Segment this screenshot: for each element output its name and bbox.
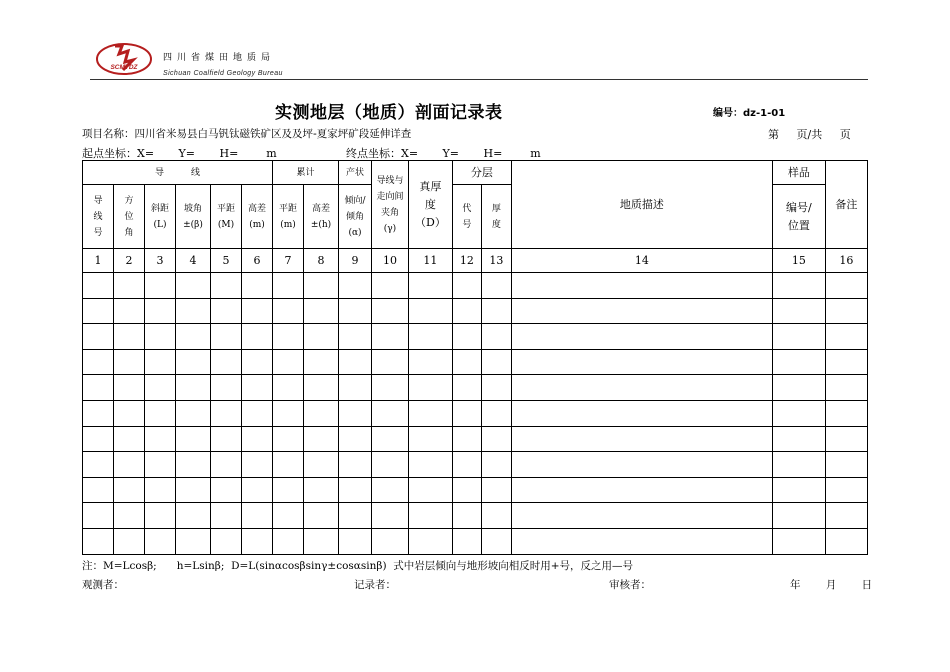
table-cell[interactable] <box>273 298 304 324</box>
date-label: 年 月 日 <box>790 579 873 591</box>
table-row <box>83 375 868 401</box>
header-traverse: 导 线 <box>83 161 273 185</box>
column-number: 8 <box>304 249 339 273</box>
table-cell[interactable] <box>511 503 772 529</box>
subheader-cum-height-difference: 高差±(h) <box>304 185 339 249</box>
table-cell[interactable] <box>409 400 453 426</box>
table-cell[interactable] <box>114 452 145 478</box>
subheader-horizontal-distance: 平距(M) <box>211 185 242 249</box>
table-cell[interactable] <box>176 324 211 350</box>
project-name: 项目名称：四川省米易县白马钒钛磁铁矿区及及坪-夏家坪矿段延伸详查 <box>82 128 412 140</box>
table-cell[interactable] <box>304 452 339 478</box>
column-number: 9 <box>339 249 372 273</box>
table-cell[interactable] <box>372 477 409 503</box>
subheader-sample-position: 编号/位置 <box>772 185 825 249</box>
table-cell[interactable] <box>481 349 511 375</box>
table-cell[interactable] <box>83 477 114 503</box>
table-cell[interactable] <box>83 452 114 478</box>
table-cell[interactable] <box>242 349 273 375</box>
table-cell[interactable] <box>772 273 825 299</box>
table-cell[interactable] <box>339 528 372 554</box>
table-cell[interactable] <box>409 324 453 350</box>
table-cell[interactable] <box>481 503 511 529</box>
table-row <box>83 298 868 324</box>
table-cell[interactable] <box>409 426 453 452</box>
table-cell[interactable] <box>304 528 339 554</box>
table-cell[interactable] <box>511 349 772 375</box>
table-cell[interactable] <box>339 349 372 375</box>
table-cell[interactable] <box>372 298 409 324</box>
table-cell[interactable] <box>304 375 339 401</box>
table-cell[interactable] <box>372 528 409 554</box>
table-cell[interactable] <box>242 503 273 529</box>
table-cell[interactable] <box>481 528 511 554</box>
table-cell[interactable] <box>242 273 273 299</box>
table-cell[interactable] <box>211 452 242 478</box>
table-cell[interactable] <box>825 324 867 350</box>
table-cell[interactable] <box>511 324 772 350</box>
table-cell[interactable] <box>452 400 481 426</box>
table-cell[interactable] <box>273 273 304 299</box>
table-cell[interactable] <box>211 349 242 375</box>
column-number: 10 <box>372 249 409 273</box>
table-cell[interactable] <box>339 426 372 452</box>
reviewer-label: 审核者： <box>609 579 651 591</box>
table-cell[interactable] <box>409 503 453 529</box>
table-cell[interactable] <box>452 452 481 478</box>
table-cell[interactable] <box>176 298 211 324</box>
table-cell[interactable] <box>372 426 409 452</box>
column-number: 3 <box>145 249 176 273</box>
table-cell[interactable] <box>273 375 304 401</box>
table-cell[interactable] <box>114 400 145 426</box>
table-cell[interactable] <box>211 324 242 350</box>
table-cell[interactable] <box>83 324 114 350</box>
table-cell[interactable] <box>83 273 114 299</box>
table-cell[interactable] <box>211 528 242 554</box>
table-cell[interactable] <box>145 324 176 350</box>
table-cell[interactable] <box>452 375 481 401</box>
table-cell[interactable] <box>825 375 867 401</box>
subheader-layer-code: 代号 <box>452 185 481 249</box>
table-cell[interactable] <box>511 273 772 299</box>
table-cell[interactable] <box>304 400 339 426</box>
table-cell[interactable] <box>211 426 242 452</box>
table-cell[interactable] <box>339 375 372 401</box>
table-cell[interactable] <box>372 503 409 529</box>
table-cell[interactable] <box>114 349 145 375</box>
table-cell[interactable] <box>409 452 453 478</box>
table-cell[interactable] <box>304 349 339 375</box>
header-sample: 样品 <box>772 161 825 185</box>
table-cell[interactable] <box>825 273 867 299</box>
table-cell[interactable] <box>304 426 339 452</box>
column-number: 1 <box>83 249 114 273</box>
table-cell[interactable] <box>409 375 453 401</box>
table-cell[interactable] <box>242 375 273 401</box>
table-cell[interactable] <box>145 375 176 401</box>
org-name-en: Sichuan Coalfield Geology Bureau <box>163 70 283 77</box>
table-cell[interactable] <box>372 324 409 350</box>
table-cell[interactable] <box>304 324 339 350</box>
table-cell[interactable] <box>511 528 772 554</box>
subheader-height-difference: 高差(m) <box>242 185 273 249</box>
table-cell[interactable] <box>114 503 145 529</box>
observer-label: 观测者： <box>82 579 124 591</box>
table-cell[interactable] <box>242 324 273 350</box>
table-cell[interactable] <box>452 349 481 375</box>
table-cell[interactable] <box>452 298 481 324</box>
header-remark: 备注 <box>825 161 867 249</box>
table-cell[interactable] <box>304 503 339 529</box>
table-cell[interactable] <box>114 298 145 324</box>
table-row <box>83 426 868 452</box>
table-cell[interactable] <box>481 298 511 324</box>
table-cell[interactable] <box>481 452 511 478</box>
table-cell[interactable] <box>145 426 176 452</box>
table-cell[interactable] <box>339 503 372 529</box>
column-number: 12 <box>452 249 481 273</box>
table-cell[interactable] <box>114 375 145 401</box>
table-row <box>83 349 868 375</box>
bureau-logo <box>95 42 153 76</box>
table-row <box>83 477 868 503</box>
table-cell[interactable] <box>825 426 867 452</box>
table-cell[interactable] <box>511 426 772 452</box>
svg-text:SCMTDZ: SCMTDZ <box>110 64 138 71</box>
table-cell[interactable] <box>211 477 242 503</box>
table-cell[interactable] <box>452 503 481 529</box>
table-cell[interactable] <box>176 528 211 554</box>
table-cell[interactable] <box>176 452 211 478</box>
table-cell[interactable] <box>409 298 453 324</box>
table-cell[interactable] <box>145 298 176 324</box>
table-cell[interactable] <box>452 477 481 503</box>
table-cell[interactable] <box>242 452 273 478</box>
table-cell[interactable] <box>372 375 409 401</box>
header-intersect-angle: 导线与走向间夹角(γ) <box>372 161 409 249</box>
header-cumulative: 累计 <box>273 161 339 185</box>
subheader-cum-horizontal-distance: 平距(m) <box>273 185 304 249</box>
table-cell[interactable] <box>176 400 211 426</box>
table-cell[interactable] <box>242 298 273 324</box>
table-cell[interactable] <box>83 375 114 401</box>
table-cell[interactable] <box>145 349 176 375</box>
table-cell[interactable] <box>481 375 511 401</box>
table-cell[interactable] <box>114 273 145 299</box>
table-cell[interactable] <box>481 400 511 426</box>
recorder-label: 记录者： <box>354 579 396 591</box>
table-cell[interactable] <box>452 324 481 350</box>
header-divider <box>90 79 868 80</box>
column-number: 7 <box>273 249 304 273</box>
table-cell[interactable] <box>211 400 242 426</box>
table-cell[interactable] <box>273 528 304 554</box>
header-layer: 分层 <box>452 161 511 185</box>
table-cell[interactable] <box>825 528 867 554</box>
table-cell[interactable] <box>772 503 825 529</box>
subheader-layer-thickness: 厚度 <box>481 185 511 249</box>
table-cell[interactable] <box>304 273 339 299</box>
table-cell[interactable] <box>176 375 211 401</box>
subheader-slope-distance: 斜距(L) <box>145 185 176 249</box>
table-cell[interactable] <box>242 477 273 503</box>
table-cell[interactable] <box>83 503 114 529</box>
table-cell[interactable] <box>511 477 772 503</box>
table-cell[interactable] <box>273 503 304 529</box>
table-cell[interactable] <box>339 273 372 299</box>
table-cell[interactable] <box>511 298 772 324</box>
table-cell[interactable] <box>372 452 409 478</box>
table-cell[interactable] <box>339 324 372 350</box>
table-cell[interactable] <box>83 349 114 375</box>
table-cell[interactable] <box>452 528 481 554</box>
table-cell[interactable] <box>511 400 772 426</box>
table-row <box>83 452 868 478</box>
form-title: 实测地层（地质）剖面记录表 <box>275 103 503 123</box>
table-cell[interactable] <box>481 273 511 299</box>
table-cell[interactable] <box>211 375 242 401</box>
table-cell[interactable] <box>273 452 304 478</box>
table-row <box>83 400 868 426</box>
table-cell[interactable] <box>372 349 409 375</box>
org-name-cn: 四川省煤田地质局 <box>163 53 276 63</box>
form-code: 编号：dz-1-01 <box>713 108 786 119</box>
table-cell[interactable] <box>83 298 114 324</box>
table-cell[interactable] <box>409 349 453 375</box>
table-cell[interactable] <box>481 324 511 350</box>
table-cell[interactable] <box>772 426 825 452</box>
table-row <box>83 324 868 350</box>
end-coordinates: 终点坐标：X= Y= H= m <box>346 147 541 160</box>
table-cell[interactable] <box>176 273 211 299</box>
subheader-dip-angle: 倾向/倾角(α) <box>339 185 372 249</box>
table-cell[interactable] <box>114 426 145 452</box>
table-cell[interactable] <box>772 349 825 375</box>
table-cell[interactable] <box>339 452 372 478</box>
column-number-row <box>83 249 868 273</box>
table-cell[interactable] <box>481 477 511 503</box>
table-cell[interactable] <box>825 298 867 324</box>
table-cell[interactable] <box>83 426 114 452</box>
table-cell[interactable] <box>176 426 211 452</box>
column-number: 15 <box>772 249 825 273</box>
table-cell[interactable] <box>511 452 772 478</box>
header-attitude: 产状 <box>339 161 372 185</box>
table-cell[interactable] <box>211 298 242 324</box>
table-cell[interactable] <box>304 477 339 503</box>
column-number: 2 <box>114 249 145 273</box>
table-cell[interactable] <box>772 400 825 426</box>
table-cell[interactable] <box>339 298 372 324</box>
table-cell[interactable] <box>273 400 304 426</box>
table-cell[interactable] <box>176 503 211 529</box>
table-cell[interactable] <box>242 400 273 426</box>
table-cell[interactable] <box>452 273 481 299</box>
record-table <box>82 160 868 555</box>
subheader-azimuth: 方位角 <box>114 185 145 249</box>
table-cell[interactable] <box>273 426 304 452</box>
column-number: 14 <box>511 249 772 273</box>
table-cell[interactable] <box>83 400 114 426</box>
header-true-thickness: 真厚度（D） <box>409 161 453 249</box>
table-cell[interactable] <box>114 528 145 554</box>
table-cell[interactable] <box>452 426 481 452</box>
table-cell[interactable] <box>304 298 339 324</box>
subheader-slope-angle: 坡角±(β) <box>176 185 211 249</box>
column-number: 5 <box>211 249 242 273</box>
table-cell[interactable] <box>825 477 867 503</box>
table-cell[interactable] <box>145 477 176 503</box>
column-number: 16 <box>825 249 867 273</box>
subheader-traverse-no: 导线号 <box>83 185 114 249</box>
table-cell[interactable] <box>825 503 867 529</box>
table-cell[interactable] <box>339 477 372 503</box>
table-cell[interactable] <box>409 273 453 299</box>
table-cell[interactable] <box>273 349 304 375</box>
table-cell[interactable] <box>145 452 176 478</box>
table-cell[interactable] <box>211 273 242 299</box>
table-cell[interactable] <box>825 400 867 426</box>
table-cell[interactable] <box>83 528 114 554</box>
table-cell[interactable] <box>242 426 273 452</box>
table-cell[interactable] <box>772 528 825 554</box>
table-cell[interactable] <box>772 477 825 503</box>
table-cell[interactable] <box>242 528 273 554</box>
table-cell[interactable] <box>825 452 867 478</box>
table-cell[interactable] <box>372 273 409 299</box>
table-cell[interactable] <box>273 324 304 350</box>
table-cell[interactable] <box>176 349 211 375</box>
table-cell[interactable] <box>114 477 145 503</box>
table-cell[interactable] <box>273 477 304 503</box>
table-cell[interactable] <box>409 528 453 554</box>
table-cell[interactable] <box>176 477 211 503</box>
table-cell[interactable] <box>481 426 511 452</box>
column-number: 6 <box>242 249 273 273</box>
table-row <box>83 273 868 299</box>
table-cell[interactable] <box>145 503 176 529</box>
table-row <box>83 528 868 554</box>
header-geology-description: 地质描述 <box>511 161 772 249</box>
column-number: 13 <box>481 249 511 273</box>
column-number: 11 <box>409 249 453 273</box>
table-cell[interactable] <box>145 400 176 426</box>
table-cell[interactable] <box>409 477 453 503</box>
table-cell[interactable] <box>211 503 242 529</box>
table-cell[interactable] <box>772 324 825 350</box>
table-cell[interactable] <box>772 298 825 324</box>
table-cell[interactable] <box>825 349 867 375</box>
column-number: 4 <box>176 249 211 273</box>
table-cell[interactable] <box>772 375 825 401</box>
table-cell[interactable] <box>114 324 145 350</box>
table-cell[interactable] <box>772 452 825 478</box>
formula-note: 注：M=Lcosβ; h=Lsinβ; D=L(sinαcosβsinγ±cosαsinβ) 式中岩层倾向与地形坡向相反时用+号，反之用—号 <box>82 560 634 572</box>
table-cell[interactable] <box>372 400 409 426</box>
table-cell[interactable] <box>339 400 372 426</box>
table-cell[interactable] <box>145 273 176 299</box>
table-cell[interactable] <box>145 528 176 554</box>
page-indicator: 第 页/共 页 <box>768 128 851 141</box>
start-coordinates: 起点坐标：X= Y= H= m <box>82 147 277 160</box>
table-cell[interactable] <box>511 375 772 401</box>
table-row <box>83 503 868 529</box>
